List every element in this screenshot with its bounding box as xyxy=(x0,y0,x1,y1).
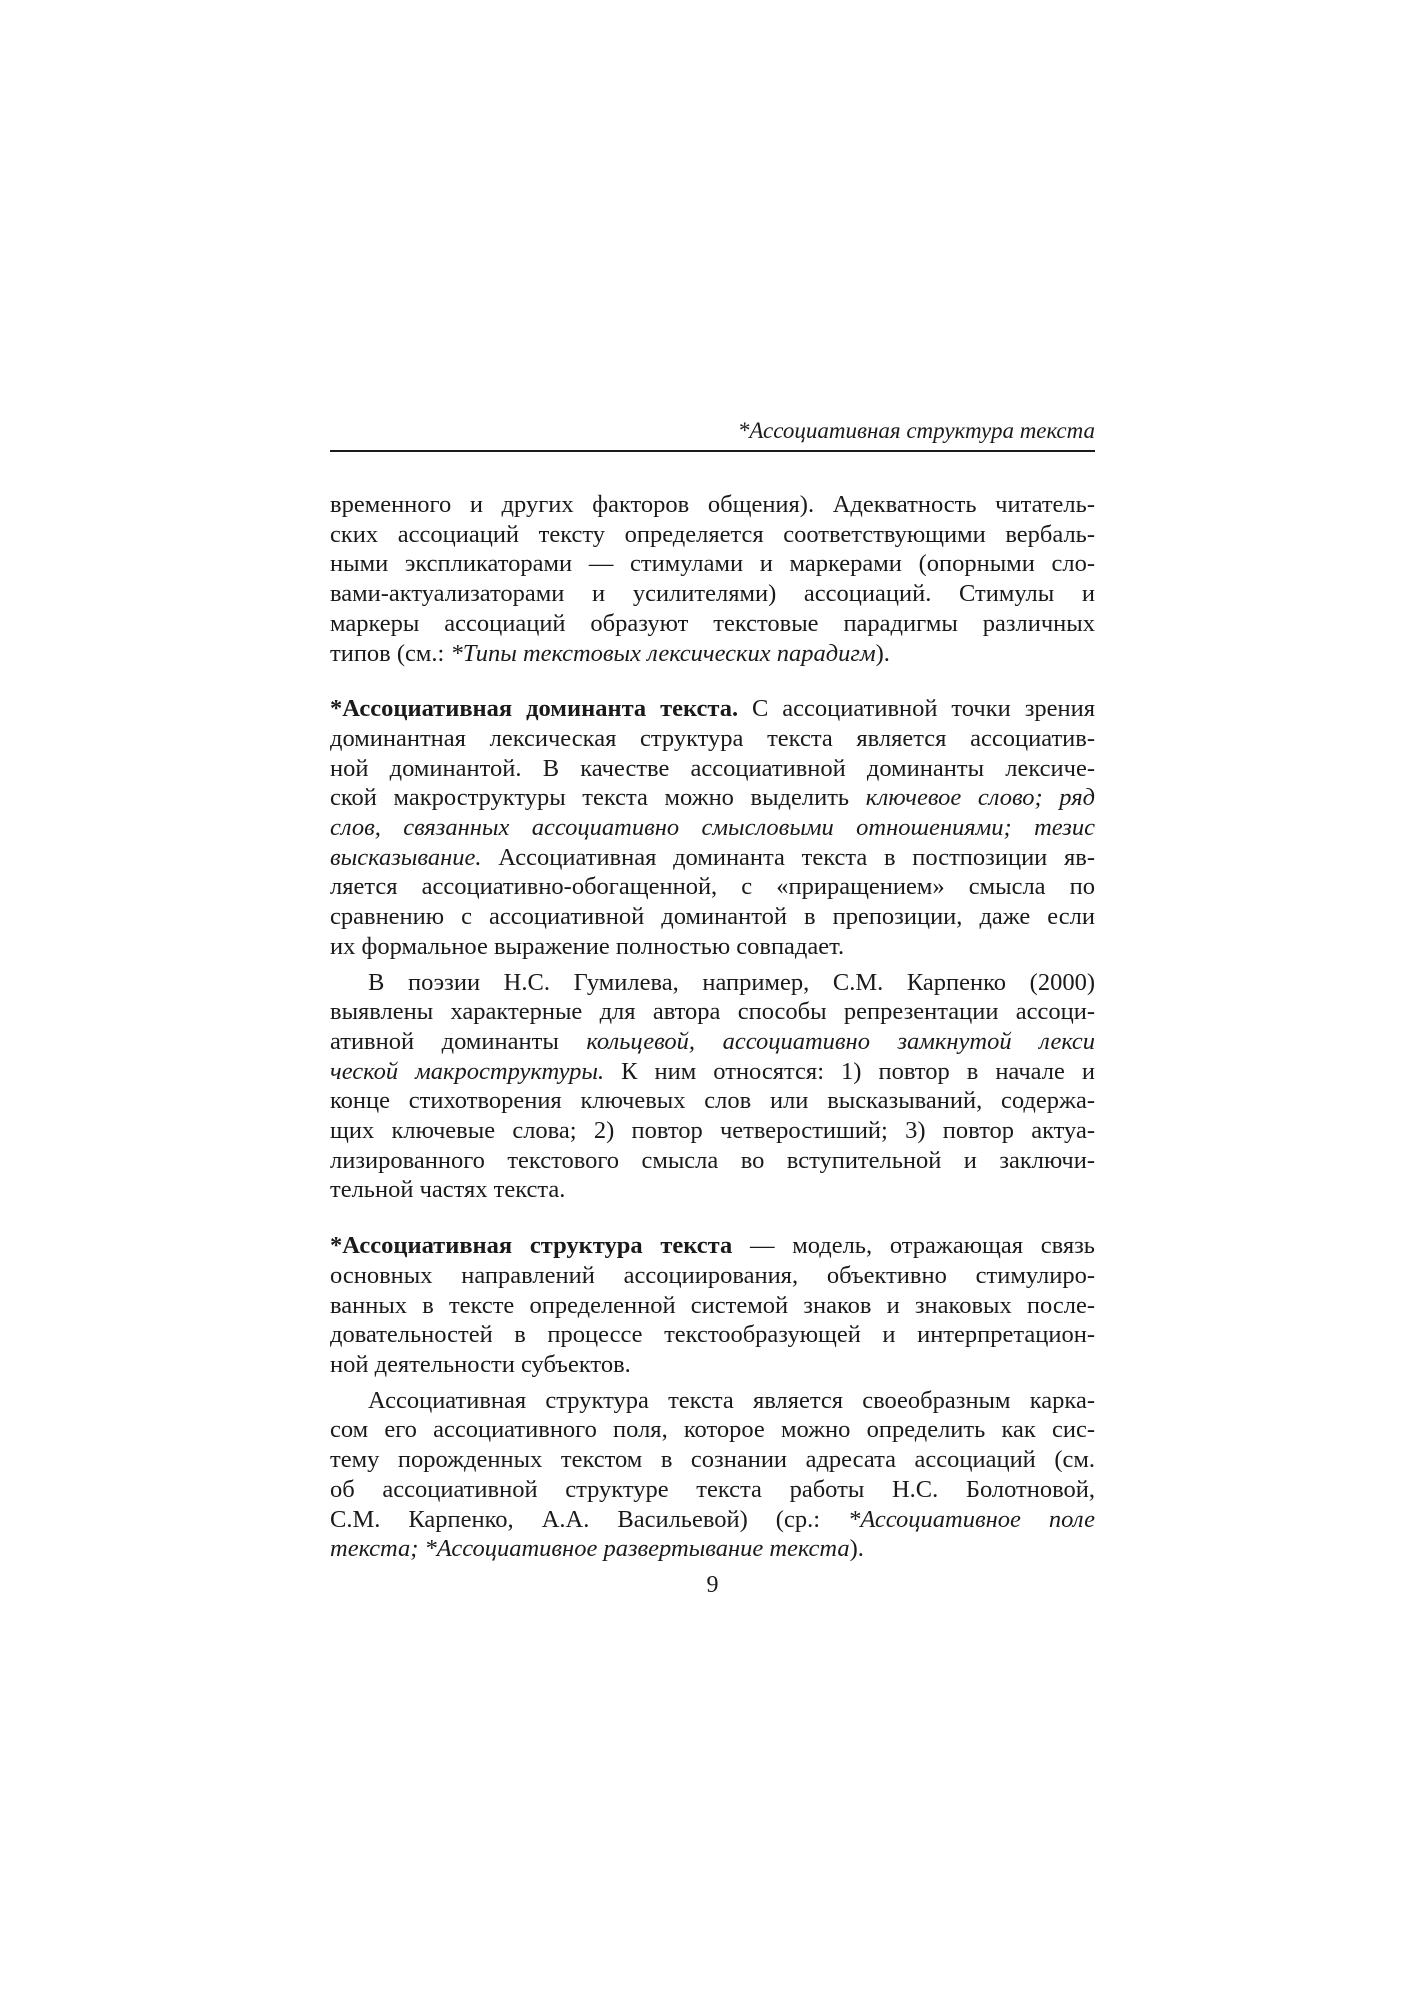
text-line: лизированного текстового смысла во вступительной и заключи- xyxy=(330,1146,1095,1174)
text-segment: ). xyxy=(849,1535,864,1563)
text-line: сравнению с ассоциативной доминантой в препозиции, даже если xyxy=(330,903,1095,931)
text-line: тельной частях текста. xyxy=(330,1176,566,1204)
entry-term: *Ассоциативная структура текста xyxy=(330,1232,733,1260)
text-line: выявлены характерные для автора способы репрезентации ассоци- xyxy=(330,998,1095,1026)
text-line xyxy=(330,813,1095,843)
text-segment: ативной доминанты xyxy=(330,1027,587,1055)
text-line: В поэзии Н.С. Гумилева, например, С.М. Карпенко (2000) xyxy=(368,968,1095,996)
text-segment: — модель, отражающая связь xyxy=(732,1232,1095,1260)
page-body xyxy=(330,490,1095,1564)
text-segment: ской макроструктуры текста можно выделить xyxy=(330,784,866,812)
text-line: конце стихотворения ключевых слов или высказываний, содержа- xyxy=(330,1087,1095,1115)
text-line: их формальное выражение полностью совпадает. xyxy=(330,932,845,960)
text-segment: С ассоциативной точки зрения xyxy=(738,695,1095,723)
text-line: ной доминантой. В качестве ассоциативной доминанты лексиче- xyxy=(330,754,1095,782)
text-line: ными экспликаторами — стимулами и маркерами (опорными сло- xyxy=(330,550,1095,578)
text-segment: Ассоциативная доминанта текста в постпозиции яв- xyxy=(481,843,1095,871)
paragraph-spacer xyxy=(330,1205,1095,1231)
text-line xyxy=(330,783,1095,813)
cross-reference: *Ассоциативное поле xyxy=(848,1505,1095,1533)
entry-term: *Ассоциативная доминанта текста. xyxy=(330,695,739,723)
paragraph xyxy=(330,968,1095,1206)
text-line: ляется ассоциативно-обогащенной, с «приращением» смысла по xyxy=(330,873,1095,901)
paragraph xyxy=(330,490,1095,668)
text-line xyxy=(330,1505,1095,1535)
text-line: сом его ассоциативного поля, которое можно определить как сис- xyxy=(330,1416,1095,1444)
italic-text: высказывание. xyxy=(330,843,482,871)
italic-text: ключевое слово; ряд xyxy=(865,784,1096,812)
italic-text: слов, связанных ассоциативно смысловыми отношениями; тезис xyxy=(330,814,1095,842)
cross-reference: текста; *Ассоциативное развертывание текста xyxy=(330,1535,850,1563)
italic-text: ческой макроструктуры. xyxy=(330,1057,605,1085)
text-line: маркеры ассоциаций образуют текстовые парадигмы различных xyxy=(330,609,1095,637)
italic-text: кольцевой, ассоциативно замкнутой лекси xyxy=(586,1027,1095,1055)
text-line: вами-актуализаторами и усилителями) ассоциаций. Стимулы и xyxy=(330,580,1095,608)
text-line: ной деятельности субъектов. xyxy=(330,1350,631,1378)
text-segment: С.М. Карпенко, А.А. Васильевой) (ср.: xyxy=(330,1505,849,1533)
page-number: 9 xyxy=(706,1572,719,1598)
text-segment: ). xyxy=(875,639,890,667)
text-line xyxy=(330,694,1095,724)
text-line: щих ключевые слова; 2) повтор четверостиший; 3) повтор актуа- xyxy=(330,1117,1095,1145)
text-line xyxy=(330,1534,1095,1564)
text-line: доминантная лексическая структура текста является ассоциатив- xyxy=(330,724,1095,752)
text-segment: типов (см.: xyxy=(330,639,451,667)
text-line: Ассоциативная структура текста является своеобразным карка- xyxy=(368,1386,1095,1414)
text-segment: К ним относятся: 1) повтор в начале и xyxy=(604,1057,1095,1085)
text-line xyxy=(330,1057,1095,1087)
paragraph xyxy=(330,694,1095,961)
text-line xyxy=(330,843,1095,873)
text-line: временного и других факторов общения). Адекватность читатель- xyxy=(330,491,1095,518)
paragraph xyxy=(330,1231,1095,1380)
cross-reference: *Типы текстовых лексических парадигм xyxy=(450,639,876,667)
text-line: ских ассоциаций тексту определяется соответствующими вербаль- xyxy=(330,520,1095,548)
paragraph-spacer xyxy=(330,668,1095,694)
text-line: довательностей в процессе текстообразующей и интерпретацион- xyxy=(330,1321,1095,1349)
text-line: ванных в тексте определенной системой знаков и знаковых после- xyxy=(330,1291,1095,1319)
text-line xyxy=(330,1231,1095,1261)
text-line: об ассоциативной структуре текста работы Н.С. Болотновой, xyxy=(330,1475,1095,1503)
text-line xyxy=(330,639,1095,669)
text-line xyxy=(330,1027,1095,1057)
paragraph xyxy=(330,1386,1095,1564)
text-line: основных направлений ассоциирования, объективно стимулиро- xyxy=(330,1261,1095,1289)
text-line: тему порожденных текстом в сознании адресата ассоциаций (см. xyxy=(330,1446,1095,1474)
running-header: *Ассоциативная структура текста xyxy=(330,418,1095,452)
